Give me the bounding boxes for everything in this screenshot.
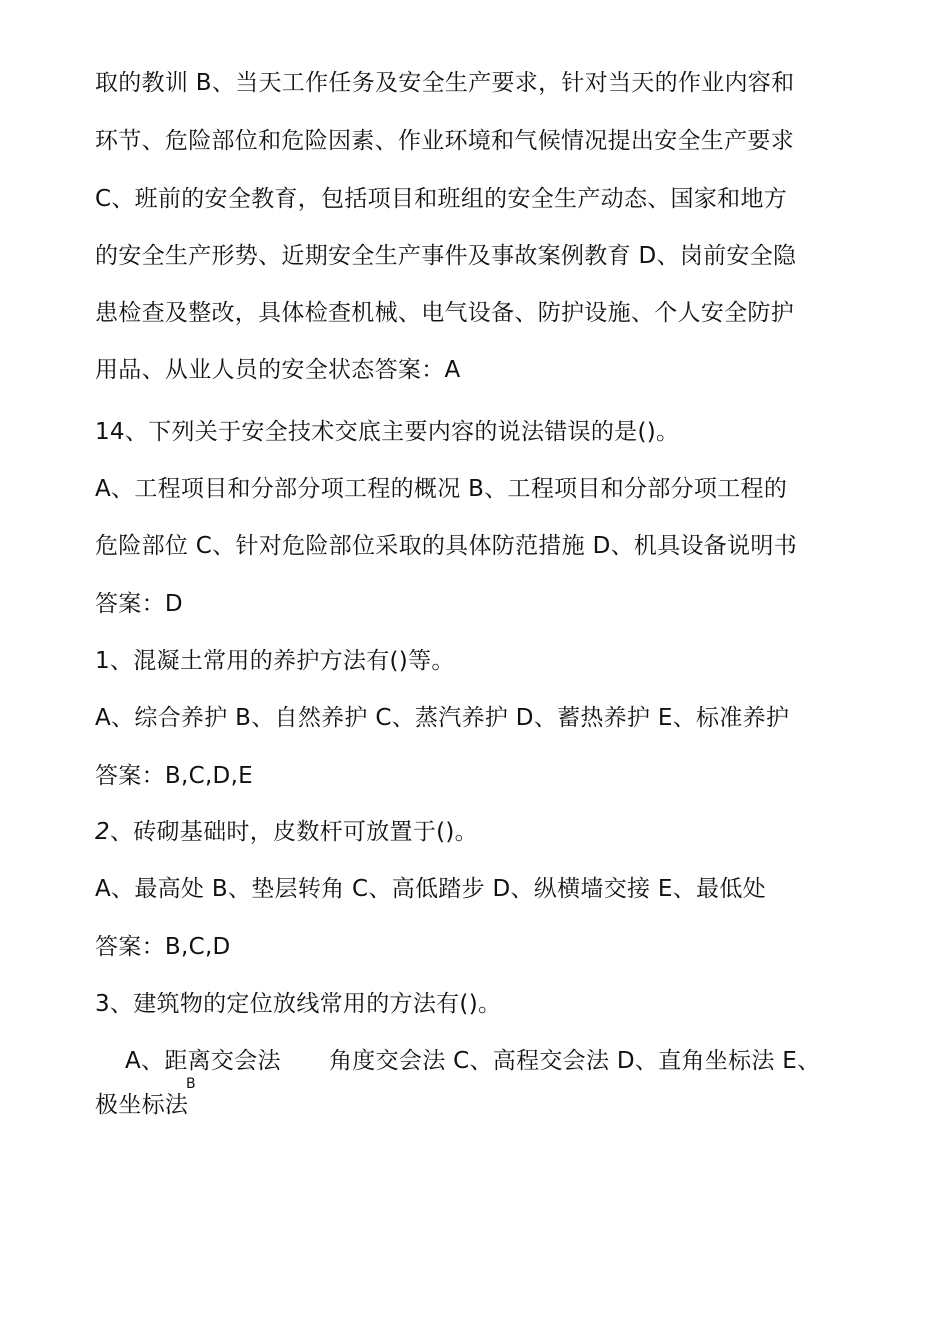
question-2-answer: 答案：B,C,D	[95, 934, 231, 960]
question-1-answer: 答案：B,C,D,E	[95, 763, 254, 789]
question-3-option-a: A、距离交会法	[125, 1048, 281, 1074]
question-2-options: A、最高处 B、垫层转角 C、高低踏步 D、纵横墙交接 E、最低处	[95, 876, 766, 902]
question-14: 14、下列关于安全技术交底主要内容的说法错误的是()。	[95, 419, 680, 445]
question-3: 3、建筑物的定位放线常用的方法有()。	[95, 991, 502, 1017]
text-line-3: C、班前的安全教育，包括项目和班组的安全生产动态、国家和地方	[95, 186, 788, 212]
question-14-options-2: 危险部位 C、针对危险部位采取的具体防范措施 D、机具设备说明书	[95, 533, 797, 559]
text-line-5: 患检查及整改，具体检查机械、电气设备、防护设施、个人安全防护	[95, 300, 794, 326]
question-3-options-cont: 极坐标法	[95, 1092, 189, 1118]
question-1-options: A、综合养护 B、自然养护 C、蒸汽养护 D、蓄热养护 E、标准养护	[95, 705, 790, 731]
question-3-options-rest: 角度交会法 C、高程交会法 D、直角坐标法 E、	[329, 1048, 821, 1074]
question-2-number: 2	[95, 819, 110, 845]
question-2-text: 、砖砌基础时，皮数杆可放置于()。	[109, 819, 478, 845]
text-line-1: 取的教训 B、当天工作任务及安全生产要求，针对当天的作业内容和	[95, 70, 795, 96]
question-2	[95, 817, 478, 847]
text-line-6: 用品、从业人员的安全状态答案：A	[95, 357, 461, 383]
text-line-4: 的安全生产形势、近期安全生产事件及事故案例教育 D、岗前安全隐	[95, 243, 797, 269]
question-1: 1、混凝土常用的养护方法有()等。	[95, 648, 455, 674]
question-14-options-1: A、工程项目和分部分项工程的概况 B、工程项目和分部分项工程的	[95, 476, 788, 502]
question-14-answer: 答案：D	[95, 591, 183, 617]
stray-letter: B	[186, 1076, 196, 1092]
text-line-2: 环节、危险部位和危险因素、作业环境和气候情况提出安全生产要求	[95, 128, 794, 154]
